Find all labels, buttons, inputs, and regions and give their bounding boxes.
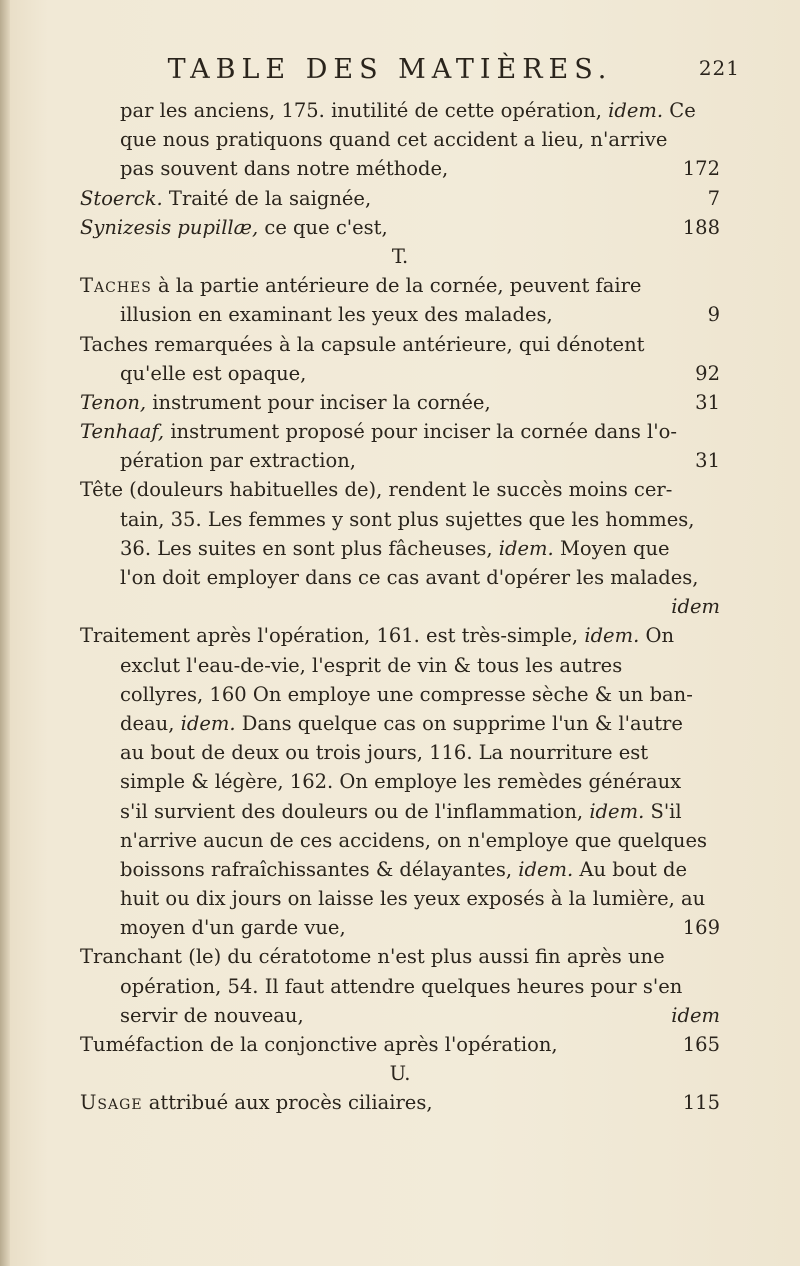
index-line xyxy=(80,884,720,913)
entry-text: exclut l'eau-de-vie, l'esprit de vin & tous les autres xyxy=(120,653,623,677)
index-line xyxy=(80,446,720,475)
entry-keyword: Usage xyxy=(80,1091,143,1115)
entry-text: s'il survient des douleurs ou de l'inflammation, xyxy=(120,799,590,823)
index-entries xyxy=(80,96,720,1118)
entry-text: que nous pratiquons quand cet accident a lieu, n'arrive xyxy=(120,128,668,152)
entry-name: Tenhaaf, xyxy=(80,420,165,444)
index-line xyxy=(80,1001,720,1030)
entry-ref: idem. xyxy=(608,99,664,122)
page-ref: 188 xyxy=(682,215,720,239)
entry-text: Au bout de xyxy=(573,857,688,881)
index-line xyxy=(80,942,720,971)
index-line xyxy=(80,417,720,446)
index-line xyxy=(80,563,720,592)
index-line xyxy=(80,213,720,242)
entry-text: tain, 35. Les femmes y sont plus sujettes que les hommes, xyxy=(120,507,695,531)
index-line xyxy=(80,534,720,563)
entry-text: pération par extraction, xyxy=(120,449,356,473)
index-line xyxy=(80,154,720,183)
index-line xyxy=(80,797,720,826)
index-line xyxy=(80,1030,720,1059)
index-line xyxy=(80,505,720,534)
page-ref: 31 xyxy=(695,390,720,414)
entry-text: moyen d'un garde vue, xyxy=(120,916,346,940)
index-line xyxy=(80,913,720,942)
entry-text: Tuméfaction de la conjonctive après l'opération, xyxy=(80,1033,558,1056)
entry-text: Dans quelque cas on supprime l'un & l'autre xyxy=(235,711,683,735)
index-line xyxy=(80,184,720,213)
index-line xyxy=(80,359,720,388)
page-ref: idem xyxy=(671,595,720,619)
entry-ref: idem. xyxy=(180,711,236,735)
entry-text: instrument proposé pour inciser la cornée dans l'o- xyxy=(164,420,677,444)
index-line xyxy=(80,125,720,154)
section-letter: T. xyxy=(391,244,409,268)
entry-text: Moyen que xyxy=(553,536,670,560)
index-line xyxy=(80,680,720,709)
index-line xyxy=(80,96,720,125)
entry-text: illusion en examinant les yeux des malades, xyxy=(120,303,553,327)
page-ref: 165 xyxy=(682,1033,720,1056)
page-ref: 7 xyxy=(707,186,720,210)
entry-text: à la partie antérieure de la cornée, peuvent faire xyxy=(151,274,642,298)
entry-ref: idem. xyxy=(518,857,574,881)
entry-text: Tête (douleurs habituelles de), rendent le succès moins cer- xyxy=(80,478,673,502)
page-number: 221 xyxy=(698,56,740,80)
entry-text: 36. Les suites en sont plus fâcheuses, xyxy=(120,536,499,560)
entry-text: instrument pour inciser la cornée, xyxy=(146,390,491,414)
page-ref: 115 xyxy=(682,1091,720,1115)
entry-name: Stoerck. xyxy=(80,186,163,210)
entry-text: Taches remarquées à la capsule antérieure, qui dénotent xyxy=(80,332,645,356)
entry-name: Synizesis pupillæ, xyxy=(80,215,259,239)
entry-text: Traité de la saignée, xyxy=(162,186,372,210)
index-line xyxy=(80,592,720,621)
entry-text: simple & légère, 162. On employe les remèdes généraux xyxy=(120,770,682,794)
entry-text: qu'elle est opaque, xyxy=(120,361,307,385)
entry-text: Ce xyxy=(663,99,696,122)
entry-text: au bout de deux ou trois jours, 116. La nourriture est xyxy=(120,741,649,765)
entry-text: On xyxy=(639,624,675,648)
index-line xyxy=(80,767,720,796)
running-header xyxy=(40,54,740,85)
entry-text: servir de nouveau, xyxy=(120,1003,304,1027)
index-line xyxy=(80,475,720,504)
index-line xyxy=(80,709,720,738)
page-ref: 172 xyxy=(682,157,720,181)
entry-text: Tranchant (le) du cératotome n'est plus aussi fin après une xyxy=(80,945,665,969)
page-gutter xyxy=(0,0,10,1266)
entry-text: boissons rafraîchissantes & délayantes, xyxy=(120,857,519,881)
index-line xyxy=(80,651,720,680)
entry-text: opération, 54. Il faut attendre quelques heures pour s'en xyxy=(120,974,683,998)
entry-ref: idem. xyxy=(589,799,645,823)
page-ref: 92 xyxy=(695,361,720,385)
entry-text: collyres, 160 On employe une compresse sèche & un ban- xyxy=(120,682,693,706)
entry-text: attribué aux procès ciliaires, xyxy=(142,1091,433,1115)
index-line xyxy=(80,271,720,300)
index-line xyxy=(80,330,720,359)
entry-name: Tenon, xyxy=(80,390,147,414)
entry-text: deau, xyxy=(120,711,181,735)
entry-text: Traitement après l'opération, 161. est très-simple, xyxy=(80,624,585,648)
entry-keyword: Taches xyxy=(80,274,152,298)
entry-text: n'arrive aucun de ces accidens, on n'employe que quelques xyxy=(120,828,708,852)
entry-text: l'on doit employer dans ce cas avant d'opérer les malades, xyxy=(120,566,699,589)
entry-text: pas souvent dans notre méthode, xyxy=(120,157,449,181)
page-ref: idem xyxy=(671,1003,720,1027)
entry-ref: idem. xyxy=(584,624,640,648)
index-line xyxy=(80,1088,720,1117)
index-line xyxy=(80,972,720,1001)
page-ref: 31 xyxy=(695,449,720,473)
entry-text: S'il xyxy=(644,799,682,823)
index-line xyxy=(80,300,720,329)
page-ref: 9 xyxy=(707,303,720,327)
section-letter: U. xyxy=(389,1062,411,1086)
page-ref: 169 xyxy=(682,916,720,940)
entry-text: ce que c'est, xyxy=(258,215,388,239)
entry-ref: idem. xyxy=(498,536,554,560)
index-line xyxy=(80,388,720,417)
header-title: TABLE DES MATIÈRES. xyxy=(167,54,613,85)
index-line xyxy=(80,855,720,884)
index-line xyxy=(80,621,720,650)
entry-text: par les anciens, 175. inutilité de cette opération, xyxy=(120,99,609,122)
entry-text: huit ou dix jours on laisse les yeux exposés à la lumière, au xyxy=(120,887,706,911)
index-line xyxy=(80,826,720,855)
index-line xyxy=(80,738,720,767)
